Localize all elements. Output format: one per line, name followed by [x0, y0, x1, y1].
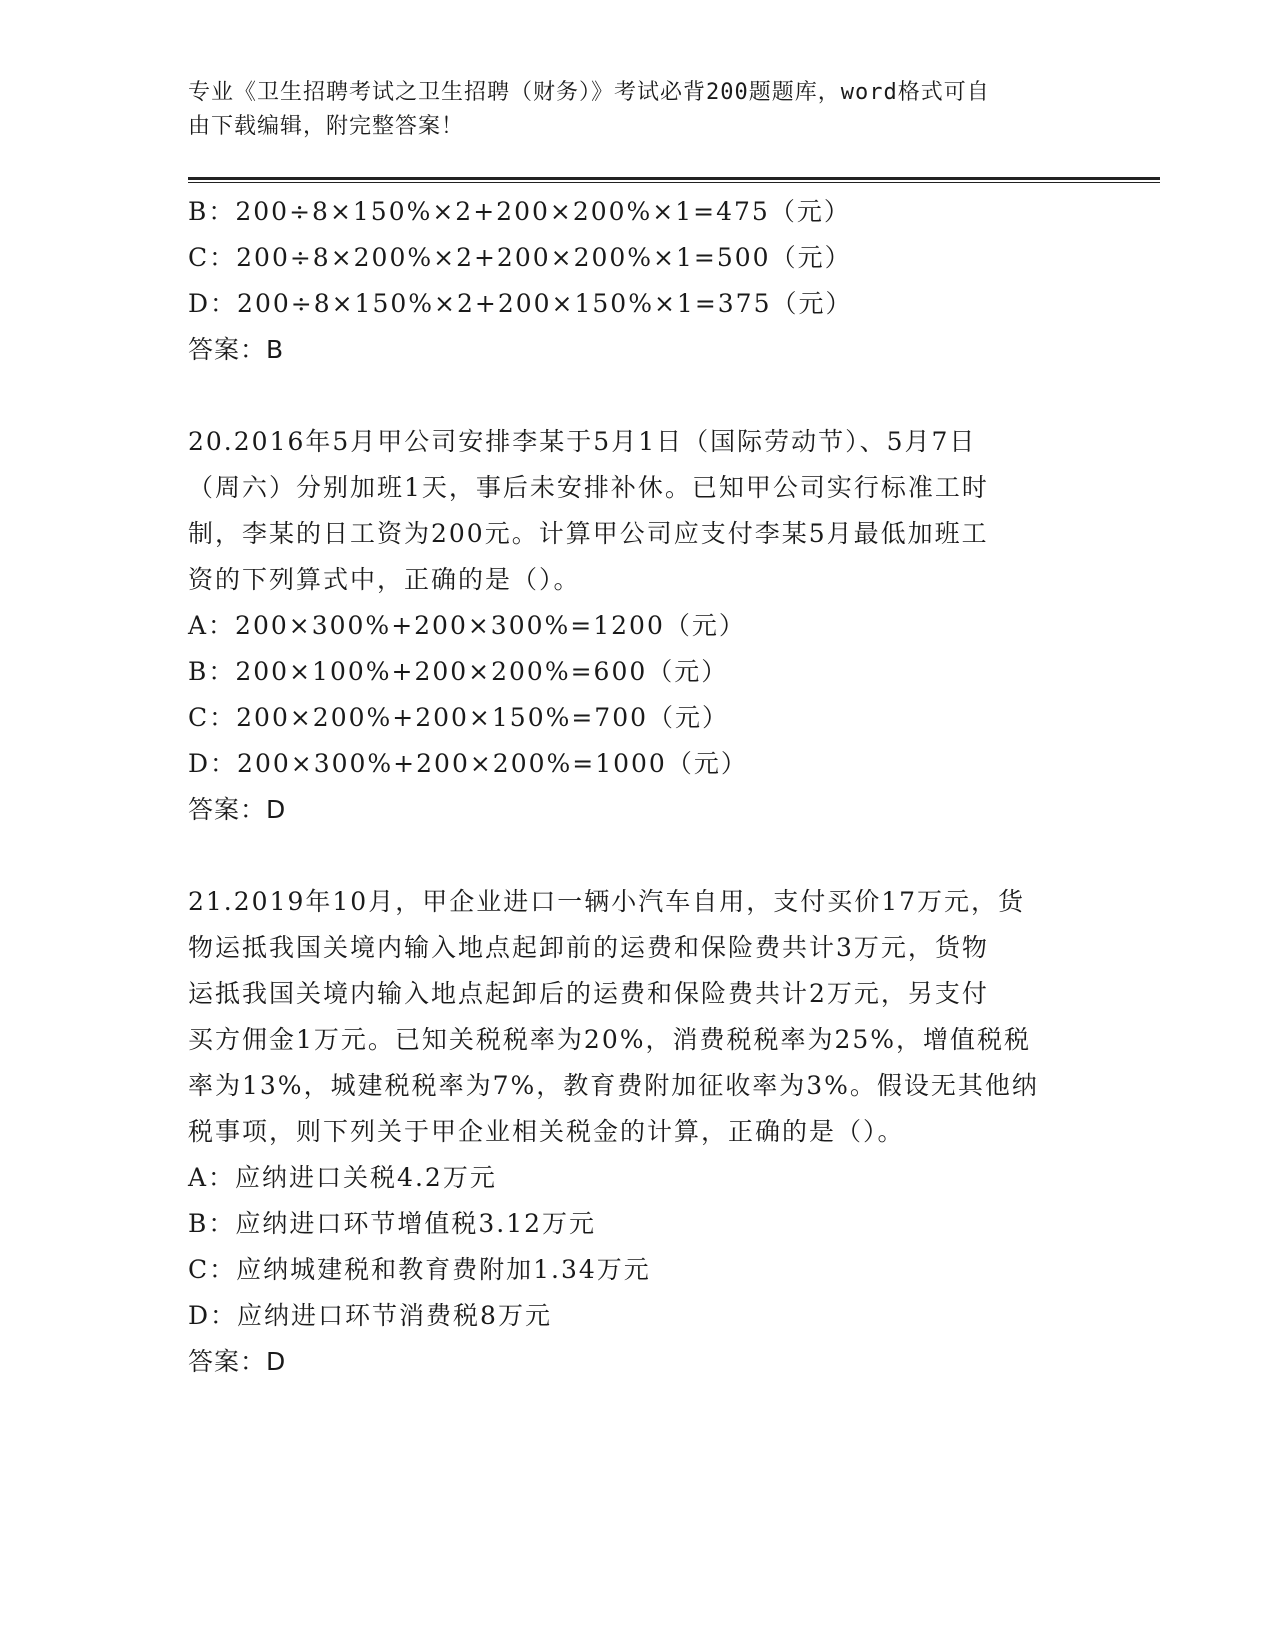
header-rule-thin	[188, 182, 1160, 183]
answer-line: 答案：D	[188, 795, 287, 824]
answer-line: 答案：D	[188, 1347, 287, 1376]
option-d: D：应纳进口环节消费税8万元	[188, 1301, 552, 1330]
question-stem-line: 税事项，则下列关于甲企业相关税金的计算，正确的是（）。	[188, 1117, 905, 1146]
option-a: A：200×300%+200×300%=1200（元）	[188, 611, 746, 640]
document-header	[188, 76, 1068, 144]
question-stem-line: 率为13%，城建税税率为7%，教育费附加征收率为3%。假设无其他纳	[188, 1071, 1039, 1100]
option-c: C：200×200%+200×150%=700（元）	[188, 703, 730, 732]
option-b: B：200×100%+200×200%=600（元）	[188, 657, 729, 686]
question-stem-line: （周六）分别加班1天，事后未安排补休。已知甲公司实行标准工时	[188, 473, 989, 502]
option-c: C：应纳城建税和教育费附加1.34万元	[188, 1255, 651, 1284]
question-stem-line: 运抵我国关境内输入地点起卸后的运费和保险费共计2万元，另支付	[188, 979, 989, 1008]
question-stem-line: 买方佣金1万元。已知关税税率为20%，消费税税率为25%，增值税税	[188, 1025, 1032, 1054]
question-stem-line: 20.2016年5月甲公司安排李某于5月1日（国际劳动节）、5月7日	[188, 427, 977, 456]
question-stem-line: 制，李某的日工资为200元。计算甲公司应支付李某5月最低加班工	[188, 519, 989, 548]
question-stem-line: 资的下列算式中，正确的是（）。	[188, 565, 581, 594]
option-a: A：应纳进口关税4.2万元	[188, 1163, 497, 1192]
document-body	[188, 189, 1088, 1385]
spacer	[188, 373, 1088, 419]
question-stem-line: 物运抵我国关境内输入地点起卸前的运费和保险费共计3万元，货物	[188, 933, 989, 962]
question-stem-line: 21.2019年10月，甲企业进口一辆小汽车自用，支付买价17万元，货	[188, 887, 1026, 916]
spacer	[188, 833, 1088, 879]
option-b: B：应纳进口环节增值税3.12万元	[188, 1209, 597, 1238]
question-21	[188, 879, 1088, 1385]
option-d: D：200×300%+200×200%=1000（元）	[188, 749, 748, 778]
question-20	[188, 419, 1088, 833]
option-c: C：200÷8×200%×2+200×200%×1=500（元）	[188, 243, 852, 272]
header-rule-thick	[188, 177, 1160, 180]
header-line-1: 专业《卫生招聘考试之卫生招聘（财务）》考试必背200题题库，word格式可自	[188, 80, 990, 105]
prev-question	[188, 189, 1088, 373]
option-d: D：200÷8×150%×2+200×150%×1=375（元）	[188, 289, 853, 318]
option-b: B：200÷8×150%×2+200×200%×1=475（元）	[188, 197, 851, 226]
header-line-2: 由下载编辑，附完整答案！	[188, 114, 465, 139]
answer-line: 答案：B	[188, 335, 285, 364]
